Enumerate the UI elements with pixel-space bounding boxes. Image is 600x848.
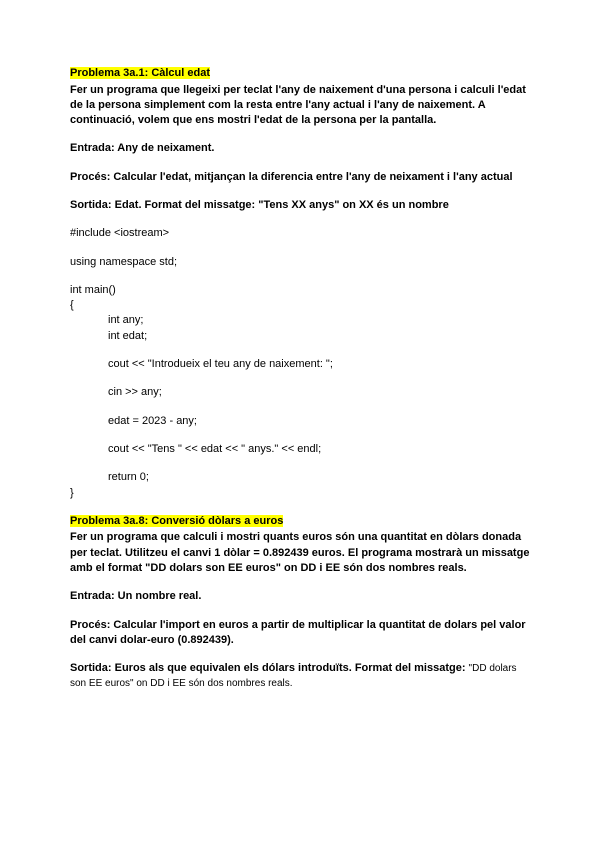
code-line: cout << "Introdueix el teu any de naixement: "; [108, 358, 333, 371]
problem1-title: Problema 3a.1: Càlcul edat [70, 67, 210, 79]
problem2-sortida-label: Sortida: Euros als que equivalen els dólars introduïts. Format del missatge: [70, 662, 469, 675]
problem1-intro: Fer un programa que llegeixi per teclat l'any de naixement d'una persona i calculi l'edat de la persona simplement com la resta entre l'any actual i l'any de naixement. A continuació, volem que ens mostri l'edat de la persona per la pantalla. [70, 83, 526, 127]
problem2-heading [70, 512, 532, 530]
code-line: using namespace std; [70, 255, 178, 268]
problem1-heading [70, 64, 532, 82]
code-line: int main() [70, 283, 116, 296]
code-line: int edat; [108, 329, 148, 342]
code-line: edat = 2023 - any; [108, 414, 197, 427]
problem1-entrada: Entrada: Any de neixament. [70, 142, 215, 155]
problem1-proces: Procés: Calcular l'edat, mitjançan la diferencia entre l'any de neixament i l'any actual [70, 170, 513, 183]
code-line: cout << "Tens " << edat << " anys." << endl; [108, 442, 322, 455]
problem2-title: Problema 3a.8: Conversió dòlars a euros [70, 514, 284, 527]
problem2-sortida-format: "DD dolars son EE euros" on DD i EE són dos nombres reals. [70, 663, 517, 690]
code-line: { [70, 299, 74, 312]
code-line: } [70, 486, 74, 499]
problem2-intro: Fer un programa que calculi i mostri quants euros són una quantitat en dòlars donada per teclat. Utilitzeu el canvi 1 dòlar = 0.892439 euros. El programa mostrarà un missatge amb el format "DD dolars son EE euros" on DD i EE són dos nombres reals. [70, 531, 530, 574]
problem2-proces: Procés: Calcular l'import en euros a partir de multiplicar la quantitat de dolars pel valor del canvi dolar-euro (0.892439). [70, 618, 526, 646]
code-line: return 0; [108, 471, 149, 484]
code-line: #include <iostream> [70, 227, 170, 240]
code-line: cin >> any; [108, 386, 162, 399]
problem2-sortida [70, 661, 532, 692]
problem1-code-block [70, 226, 532, 501]
problem1-sortida: Sortida: Edat. Format del missatge: "Tens XX anys" on XX és un nombre [70, 198, 449, 211]
problem2-entrada: Entrada: Un nombre real. [70, 590, 202, 603]
code-line: int any; [108, 314, 144, 327]
